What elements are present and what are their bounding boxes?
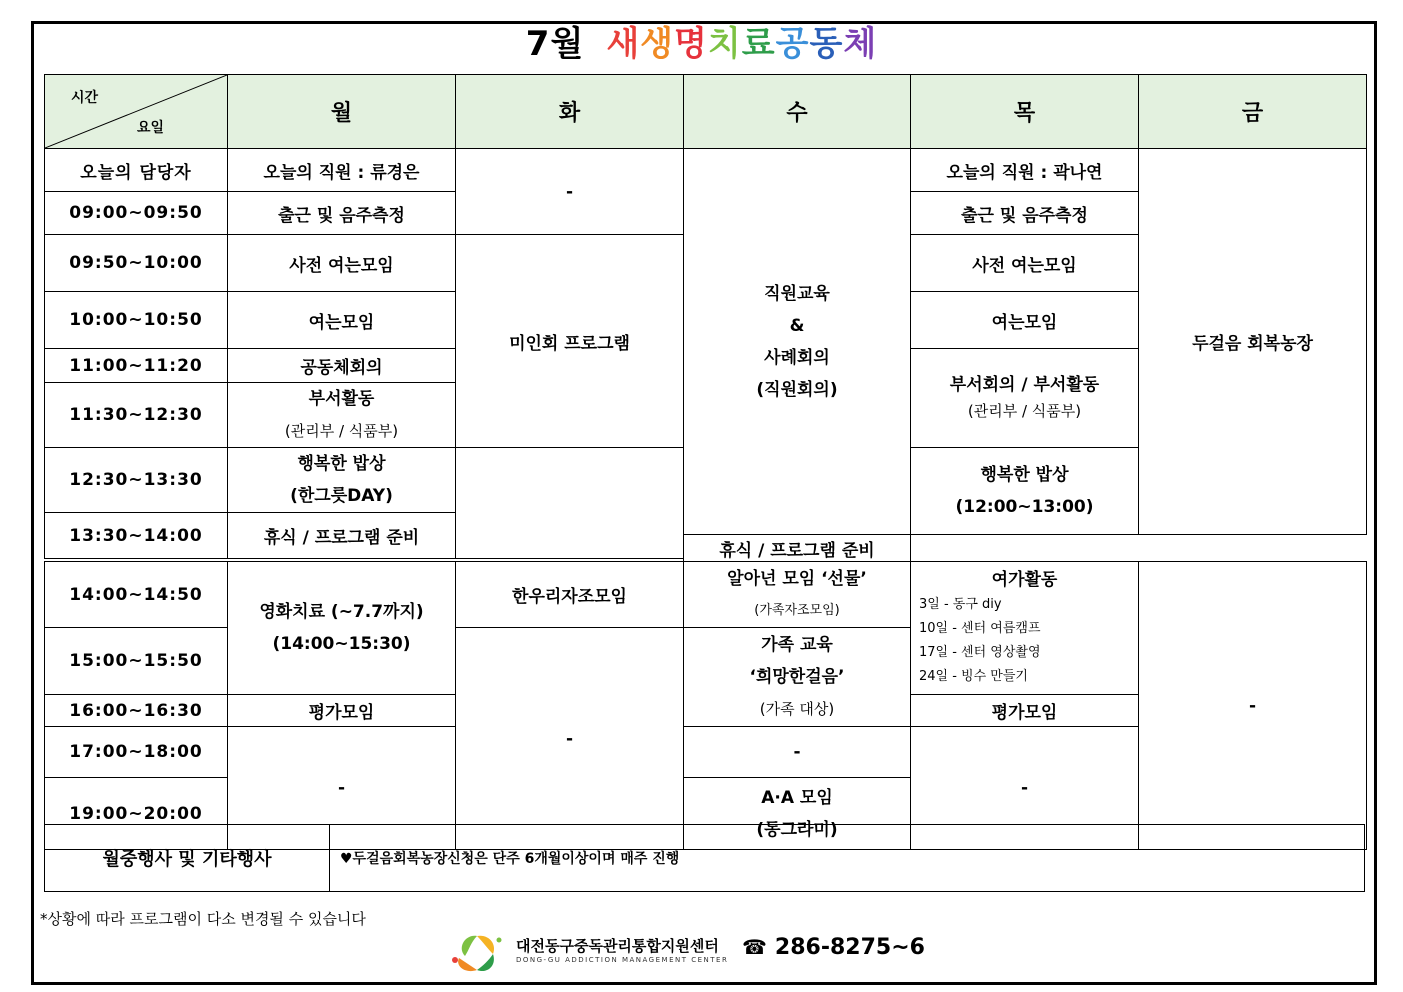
wed-family-name: ‘희망한걸음’	[749, 667, 845, 687]
title-char: 새	[606, 24, 641, 64]
time-cell: 13:30~14:00	[45, 513, 228, 559]
events-text: ♥두걸음회복농장신청은 단주 6개월이상이며 매주 진행	[340, 851, 680, 867]
schedule-table	[44, 74, 1367, 850]
table-row	[45, 562, 1367, 628]
day-header-fri: 금	[1139, 75, 1367, 149]
phone-number	[742, 935, 925, 960]
wed-evening: -	[684, 727, 911, 778]
wed-edu-line4: (직원회의)	[756, 379, 838, 400]
time-cell: 09:50~10:00	[45, 235, 228, 292]
thu-checkin: 출근 및 음주측정	[911, 192, 1139, 235]
list-item: 3일 - 동구 diy	[919, 597, 1002, 612]
wed-edu-line1: 직원교육	[764, 283, 830, 304]
day-header-tue: 화	[456, 75, 684, 149]
mon-dept	[228, 383, 456, 448]
wed-staff-education	[684, 149, 911, 535]
wed-edu-line2: &	[789, 315, 805, 336]
title-char: 료	[741, 24, 776, 64]
mon-checkin: 출근 및 음주측정	[228, 192, 456, 235]
tue-staff: -	[456, 149, 684, 235]
list-item: 10일 - 센터 여름캠프	[919, 621, 1041, 636]
mon-rest: 휴식 / 프로그램 준비	[228, 513, 456, 559]
center-name	[516, 937, 728, 965]
time-cell: 19:00~20:00	[45, 778, 228, 850]
tue-afternoon: -	[456, 628, 684, 850]
mon-pre-open: 사전 여는모임	[228, 235, 456, 292]
tue-program: 미인회 프로그램	[456, 235, 684, 448]
diagonal-line	[45, 75, 227, 148]
title-name	[606, 24, 877, 64]
mon-evening: -	[228, 727, 456, 850]
mon-lunch-sub: (한그릇DAY)	[290, 486, 393, 506]
time-cell: 12:30~13:30	[45, 448, 228, 513]
title-char: 명	[674, 24, 708, 64]
mon-movie-title: 영화치료 (~7.7까지)	[259, 602, 424, 622]
day-header-mon: 월	[228, 75, 456, 149]
day-header-thu: 목	[911, 75, 1139, 149]
mon-movie	[228, 562, 456, 695]
title-char: 동	[809, 24, 844, 64]
day-header-wed: 수	[684, 75, 911, 149]
wed-aa-title: A·A 모임	[761, 787, 833, 808]
time-cell: 11:00~11:20	[45, 349, 228, 383]
phone-icon: ☎	[742, 935, 767, 959]
title-char: 치	[707, 24, 742, 64]
thu-evening: -	[911, 727, 1139, 850]
thu-lunch-time: (12:00~13:00)	[955, 497, 1094, 517]
thu-pre-open: 사전 여는모임	[911, 235, 1139, 292]
wed-alanon-title: 알아넌 모임 ‘선물’	[727, 568, 867, 589]
header-row	[45, 75, 1367, 149]
thu-leisure-title: 여가활동	[991, 570, 1058, 590]
phone-text: 286-8275~6	[774, 935, 925, 960]
corner-day-label: 요일	[137, 120, 165, 136]
tue-empty-noon	[456, 448, 684, 559]
mon-open: 여는모임	[228, 292, 456, 349]
center-name-kr: 대전동구중독관리통합지원센터	[516, 937, 719, 955]
wed-aa-sub: (동그라미)	[756, 819, 838, 840]
mon-lunch	[228, 448, 456, 513]
thu-open: 여는모임	[911, 292, 1139, 349]
thu-lunch	[911, 448, 1139, 535]
time-cell: 15:00~15:50	[45, 628, 228, 695]
title-char: 체	[843, 24, 878, 64]
thu-rest: 휴식 / 프로그램 준비	[684, 535, 911, 562]
mon-community: 공동체회의	[228, 349, 456, 383]
time-cell: 10:00~10:50	[45, 292, 228, 349]
mon-eval: 평가모임	[228, 695, 456, 727]
page-title	[0, 22, 1403, 66]
wed-family-sub: (가족 대상)	[759, 700, 835, 718]
time-cell: 09:00~09:50	[45, 192, 228, 235]
mon-staff: 오늘의 직원 : 류경은	[228, 149, 456, 192]
wed-family-title: 가족 교육	[761, 635, 833, 655]
monthly-events-box	[44, 824, 1365, 892]
thu-staff: 오늘의 직원 : 곽나연	[911, 149, 1139, 192]
time-cell: 14:00~14:50	[45, 562, 228, 628]
center-name-en: DONG-GU ADDICTION MANAGEMENT CENTER	[516, 956, 729, 964]
table-row	[45, 149, 1367, 192]
wed-alanon	[684, 562, 911, 628]
mon-dept-title: 부서활동	[308, 389, 375, 409]
thu-leisure	[911, 562, 1139, 695]
corner-time-label: 시간	[71, 90, 99, 106]
thu-lunch-title: 행복한 밥상	[980, 465, 1069, 485]
mon-lunch-title: 행복한 밥상	[297, 454, 386, 474]
tue-selfhelp: 한우리자조모임	[456, 562, 684, 628]
fri-farm: 두걸음 회복농장	[1139, 149, 1367, 535]
mon-movie-time: (14:00~15:30)	[272, 634, 411, 654]
time-cell: 17:00~18:00	[45, 727, 228, 778]
time-cell: 16:00~16:30	[45, 695, 228, 727]
center-logo-icon	[447, 926, 507, 978]
title-char: 공	[775, 24, 810, 64]
title-month: 7월	[525, 24, 585, 64]
list-item: 17일 - 센터 영상촬영	[919, 645, 1041, 660]
wed-family	[684, 628, 911, 727]
wed-alanon-sub: (가족자조모임)	[754, 602, 840, 618]
thu-eval: 평가모임	[911, 695, 1139, 727]
thu-leisure-list	[911, 593, 1138, 689]
change-notice: *상황에 따라 프로그램이 다소 변경될 수 있습니다	[40, 910, 366, 928]
mon-dept-sub: (관리부 / 식품부)	[284, 422, 399, 440]
wed-edu-line3: 사례회의	[764, 347, 830, 368]
thu-dept-sub: (관리부 / 식품부)	[967, 402, 1082, 420]
list-item: 24일 - 빙수 만들기	[919, 669, 1028, 684]
time-cell: 오늘의 담당자	[45, 149, 228, 192]
title-char: 생	[640, 24, 675, 64]
time-cell: 11:30~12:30	[45, 383, 228, 448]
corner-cell	[45, 75, 228, 149]
thu-dept-title: 부서회의 / 부서활동	[949, 375, 1100, 395]
events-label: 월중행사 및 기타행사	[45, 825, 330, 891]
thu-dept	[911, 349, 1139, 448]
fri-afternoon: -	[1139, 562, 1367, 850]
